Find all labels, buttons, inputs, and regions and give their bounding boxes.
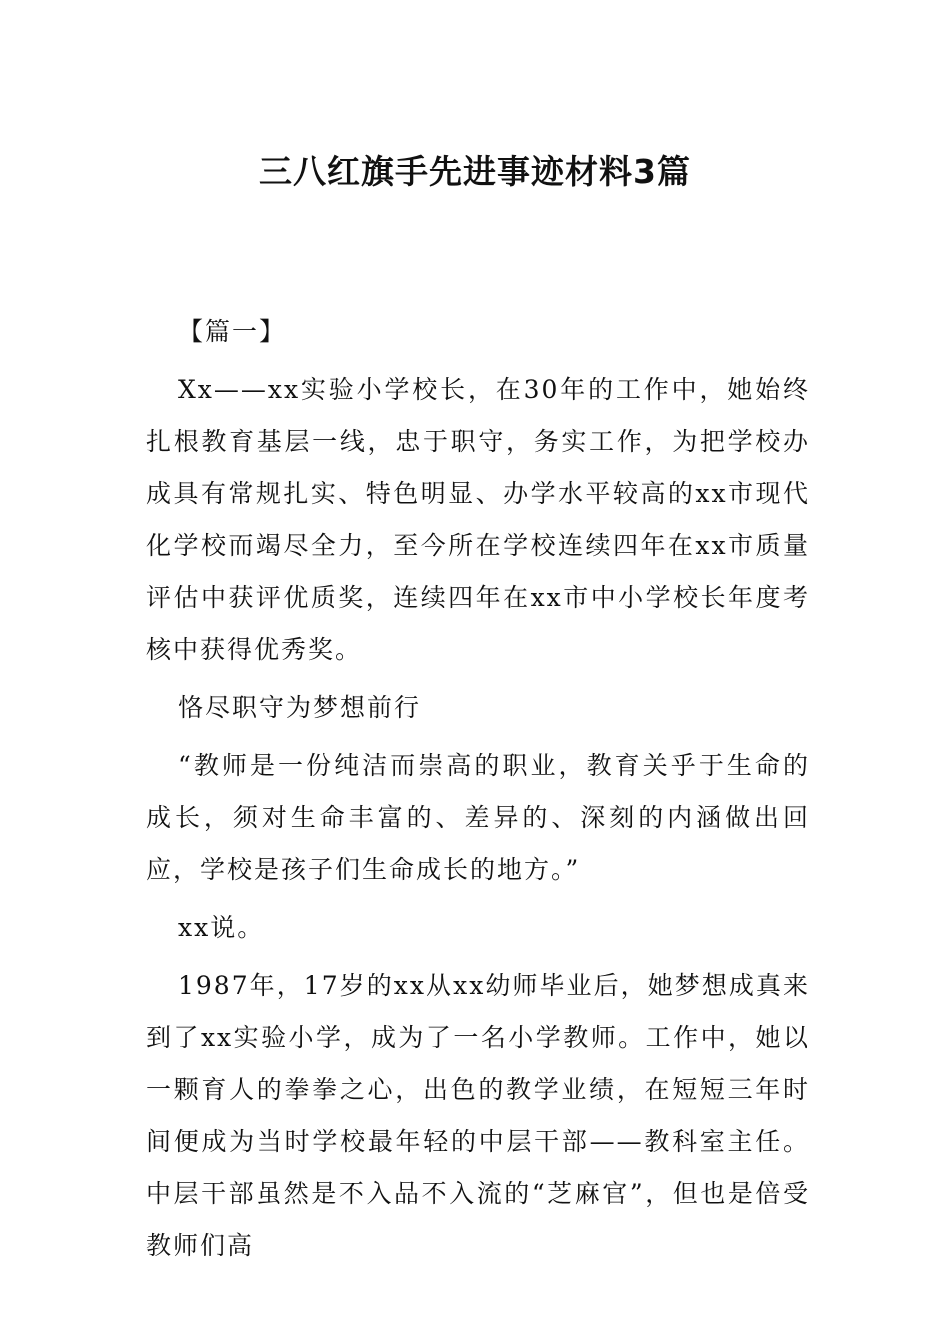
paragraph-intro: Xx——xx实验小学校长，在30年的工作中，她始终扎根教育基层一线，忠于职守，务实工作，为把学校办成具有常规扎实、特色明显、办学水平较高的xx市现代化学校而竭尽全力，至今所在学校连续四年在xx市质量评估中获评优质奖，连续四年在xx市中小学校长年度考核中获得优秀奖。 bbox=[146, 375, 810, 664]
paragraph-subheading: 恪尽职守为梦想前行 bbox=[178, 693, 422, 722]
paragraph-biography: 1987年，17岁的xx从xx幼师毕业后，她梦想成真来到了xx实验小学，成为了一名小学教师。工作中，她以一颗育人的拳拳之心，出色的教学业绩，在短短三年时间便成为当时学校最年轻的中层干部——教科室主任。中层干部虽然是不入品不入流的“芝麻官”，但也是倍受教师们高 bbox=[146, 971, 810, 1260]
section-heading: 【篇一】 bbox=[178, 317, 287, 346]
document-title: 三八红旗手先进事迹材料3篇 bbox=[259, 152, 691, 191]
paragraph-attribution: xx说。 bbox=[178, 913, 265, 942]
document-body bbox=[146, 306, 810, 1278]
paragraph-quote: “教师是一份纯洁而崇高的职业，教育关乎于生命的成长，须对生命丰富的、差异的、深刻的内涵做出回应，学校是孩子们生命成长的地方。” bbox=[146, 751, 810, 884]
